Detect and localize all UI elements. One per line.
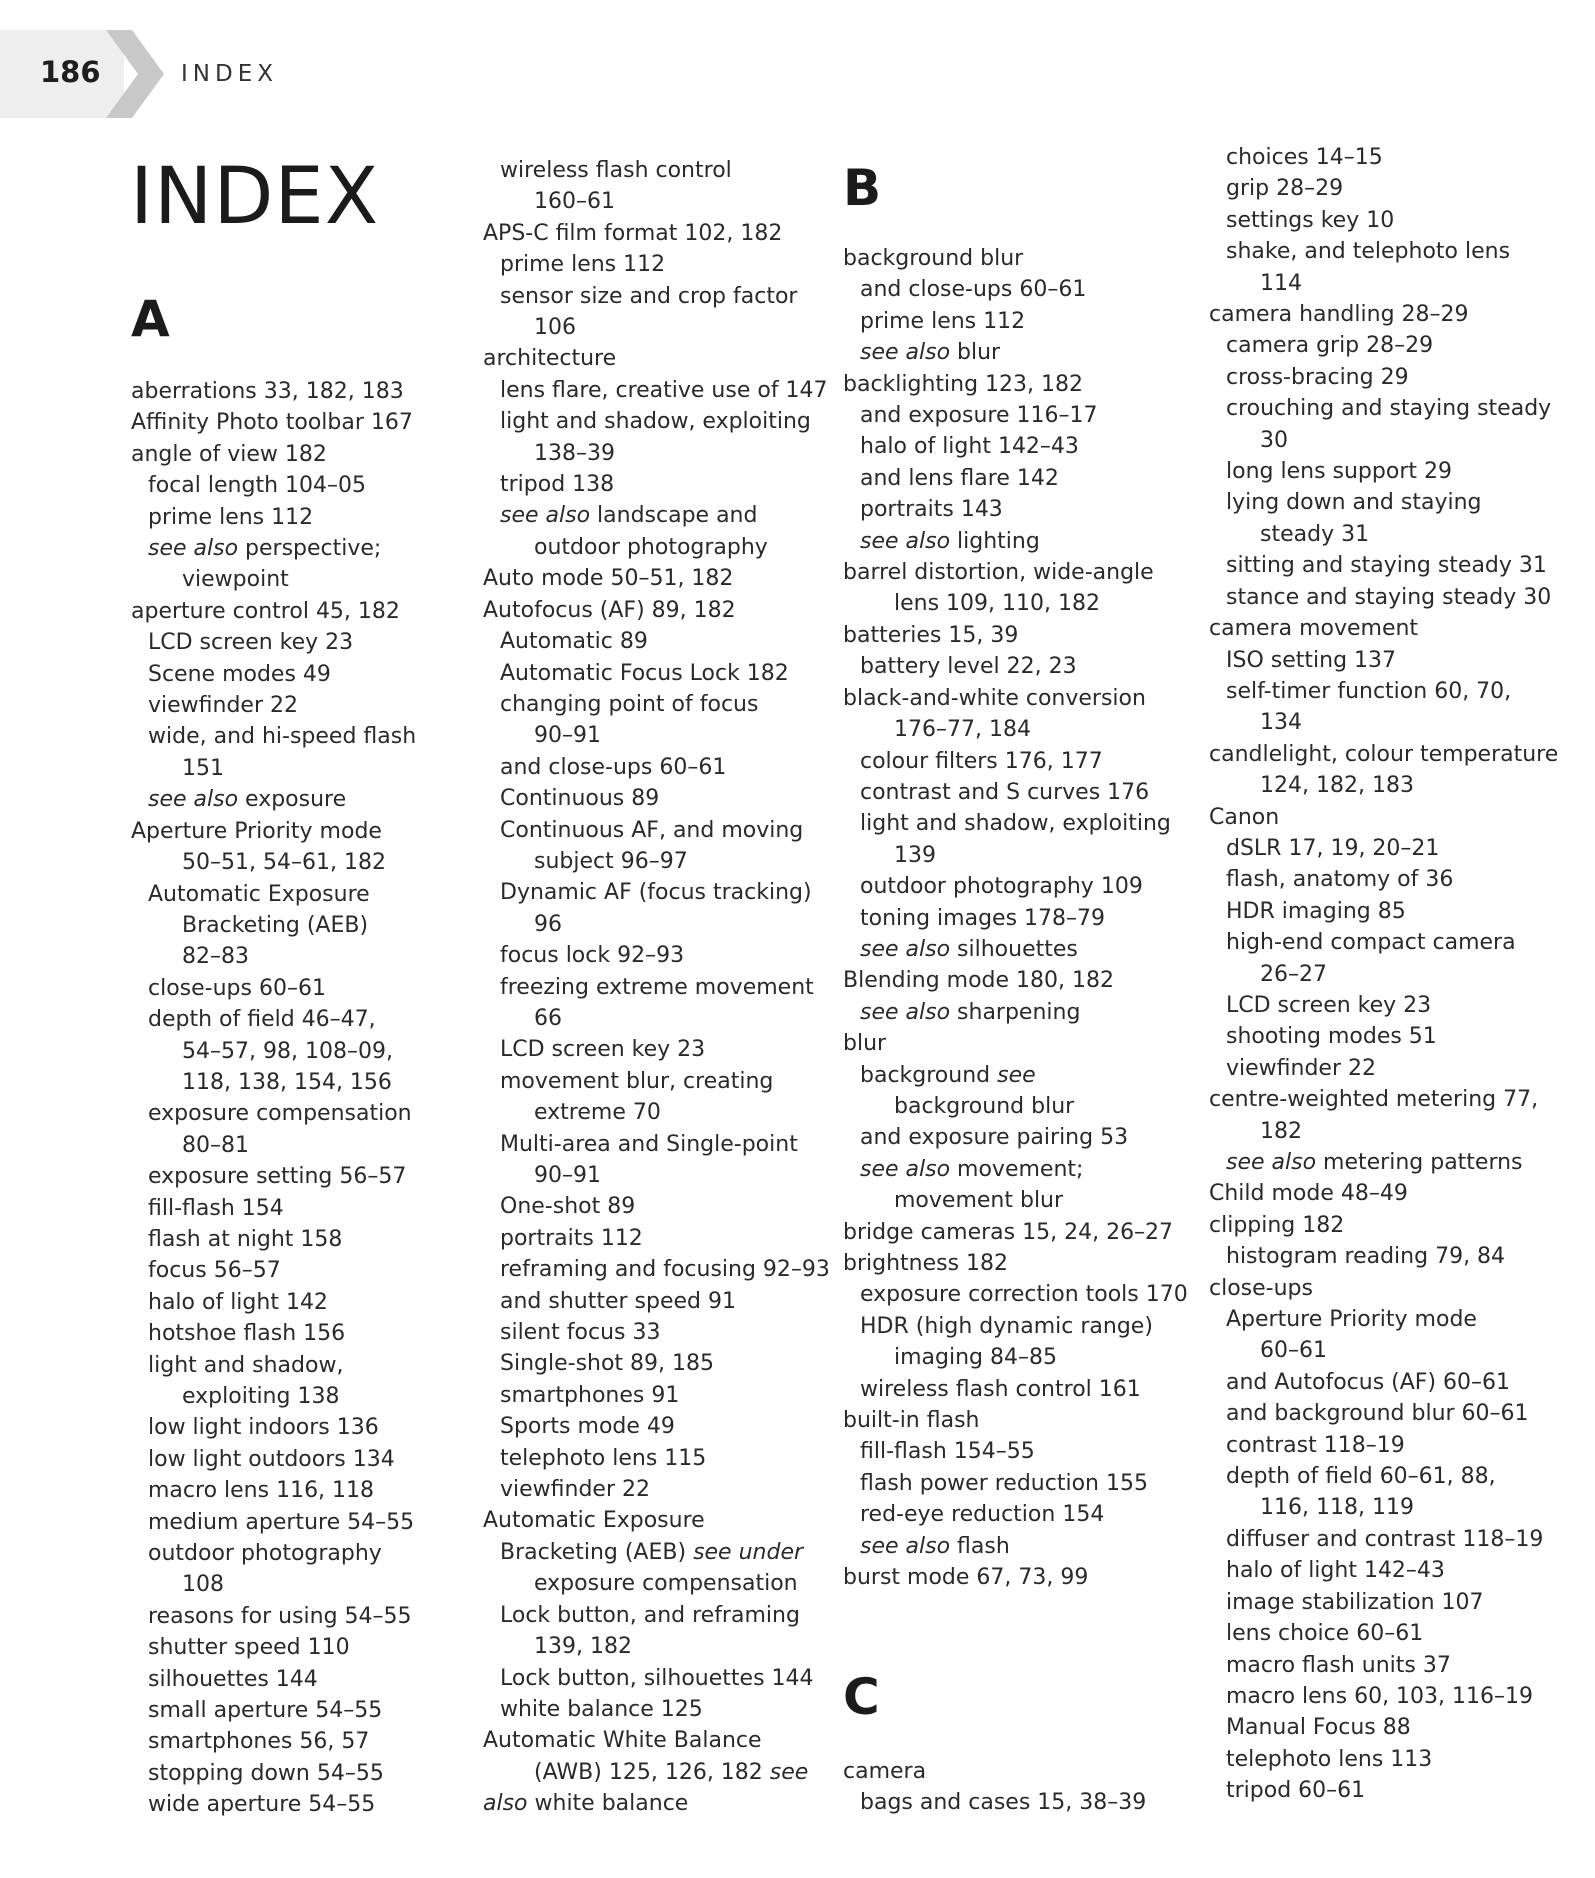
index-entry: Bracketing (AEB) see under [500,1539,804,1565]
index-entry: see also silhouettes [860,936,1078,962]
index-entry: Affinity Photo toolbar 167 [131,410,413,436]
index-entry: background blur [843,246,1024,271]
index-entry: 151 [182,755,224,781]
index-entry: smartphones 91 [500,1382,680,1408]
index-entry: wide, and hi-speed flash [148,724,417,750]
index-entry: LCD screen key 23 [1226,992,1432,1018]
index-entry: shutter speed 110 [148,1635,350,1661]
index-entry: 50–51, 54–61, 182 [182,850,386,876]
index-entry: macro lens 116, 118 [148,1478,375,1504]
index-entry: fill-flash 154 [148,1195,284,1221]
index-entry: lens choice 60–61 [1226,1621,1424,1647]
index-entry: Manual Focus 88 [1226,1715,1411,1741]
index-entry: and close-ups 60–61 [500,754,727,780]
index-entry: see also metering patterns [1226,1150,1523,1175]
index-entry: camera movement [1209,616,1419,642]
index-column-2 [483,155,830,1820]
index-entry: Automatic Exposure [148,881,370,907]
index-entry: subject 96–97 [534,848,688,874]
index-entry: image stabilization 107 [1226,1589,1484,1615]
index-entry: camera [843,1759,927,1784]
section-letter-c: C [843,1668,880,1726]
index-entry: Auto mode 50–51, 182 [483,566,734,592]
index-entry: and close-ups 60–61 [860,277,1087,303]
index-entry: focus lock 92–93 [500,943,685,969]
index-entry: Sports mode 49 [500,1414,675,1440]
index-entry: medium aperture 54–55 [148,1509,415,1535]
index-entry: macro lens 60, 103, 116–19 [1226,1683,1534,1709]
index-entry: colour filters 176, 177 [860,748,1103,774]
index-entry: Automatic Exposure [483,1508,705,1534]
index-entry: prime lens 112 [500,252,666,278]
index-entry: crouching and staying steady [1226,396,1552,422]
index-entry: viewpoint [182,567,289,593]
index-entry: hotshoe flash 156 [148,1321,346,1347]
index-entry: stance and staying steady 30 [1226,584,1552,610]
page-title: INDEX [130,152,380,242]
index-entry: low light outdoors 134 [148,1446,395,1472]
index-entry: ISO setting 137 [1226,647,1397,673]
index-entry: Blending mode 180, 182 [843,968,1115,994]
index-entry: 60–61 [1260,1338,1327,1364]
index-entry: Scene modes 49 [148,661,331,687]
index-entry: flash, anatomy of 36 [1226,867,1454,893]
index-entry: prime lens 112 [148,504,314,530]
index-column-3 [843,243,1193,1593]
index-entry: contrast and S curves 176 [860,779,1150,805]
index-entry: see also sharpening [860,999,1081,1025]
index-entry: burst mode 67, 73, 99 [843,1565,1089,1591]
index-entry: camera handling 28–29 [1209,302,1469,328]
index-entry: extreme 70 [534,1100,661,1126]
index-entry: Continuous 89 [500,786,660,812]
index-entry: shooting modes 51 [1226,1024,1437,1050]
index-entry: outdoor photography [534,534,768,560]
index-entry: camera grip 28–29 [1226,333,1434,359]
index-entry: Automatic Focus Lock 182 [500,660,789,686]
index-entry: and lens flare 142 [860,465,1059,491]
index-entry: 108 [182,1572,224,1598]
index-entry: exposure compensation [534,1571,798,1597]
index-entry: viewfinder 22 [1226,1055,1376,1081]
index-entry: aberrations 33, 182, 183 [131,379,404,404]
index-entry: wireless flash control 161 [860,1376,1141,1402]
index-entry: and shutter speed 91 [500,1288,737,1314]
section-letter-b: B [843,159,882,217]
index-entry: light and shadow, [148,1352,344,1378]
index-entry: see also flash [860,1533,1010,1559]
index-entry: exposure setting 56–57 [148,1164,407,1190]
index-entry: HDR (high dynamic range) [860,1313,1153,1339]
index-entry: 134 [1260,710,1302,736]
page-number: 186 [40,55,101,89]
index-entry: histogram reading 79, 84 [1226,1244,1506,1270]
index-entry: exposure correction tools 170 [860,1282,1188,1308]
index-entry: architecture [483,346,617,372]
index-entry: lens 109, 110, 182 [894,591,1100,617]
index-entry: LCD screen key 23 [148,630,354,656]
index-entry: telephoto lens 115 [500,1445,707,1471]
index-entry: Continuous AF, and moving [500,817,804,843]
index-entry: background see [860,1062,1036,1088]
index-entry: diffuser and contrast 118–19 [1226,1526,1544,1552]
index-entry: (AWB) 125, 126, 182 see [534,1759,809,1785]
index-entry: smartphones 56, 57 [148,1729,370,1755]
index-entry: built-in flash [843,1408,980,1434]
index-entry: lying down and staying [1226,490,1482,516]
index-entry: halo of light 142 [148,1289,328,1315]
index-entry: 182 [1260,1118,1302,1144]
index-entry: imaging 84–85 [894,1345,1057,1371]
index-entry: telephoto lens 113 [1226,1746,1433,1772]
index-entry: sensor size and crop factor [500,283,798,309]
index-entry: light and shadow, exploiting [860,811,1171,837]
index-entry: 176–77, 184 [894,717,1031,743]
index-entry: barrel distortion, wide-angle [843,560,1154,586]
index-entry: 30 [1260,427,1288,453]
index-entry: contrast 118–19 [1226,1432,1405,1458]
index-entry: high-end compact camera [1226,930,1516,956]
index-entry: Aperture Priority mode [1226,1307,1477,1333]
index-entry: 90–91 [534,723,601,749]
index-entry: changing point of focus [500,691,759,717]
index-entry: 96 [534,911,562,937]
index-entry: dSLR 17, 19, 20–21 [1226,835,1440,861]
index-entry: outdoor photography [148,1541,382,1567]
index-entry: lens flare, creative use of 147 [500,377,828,403]
index-entry: halo of light 142–43 [860,434,1079,460]
index-entry: red-eye reduction 154 [860,1502,1105,1528]
index-entry: 118, 138, 154, 156 [182,1069,392,1095]
index-entry: blur [843,1031,887,1057]
index-entry: clipping 182 [1209,1212,1345,1238]
index-entry: 139, 182 [534,1634,632,1660]
index-entry: see also movement; [860,1156,1084,1182]
index-entry: Bracketing (AEB) [182,912,369,938]
index-entry: viewfinder 22 [500,1477,650,1503]
index-entry: aperture control 45, 182 [131,598,400,624]
index-entry: depth of field 60–61, 88, [1226,1464,1496,1490]
index-entry: 80–81 [182,1132,249,1158]
index-entry: One-shot 89 [500,1194,636,1220]
index-entry: cross-bracing 29 [1226,364,1409,390]
index-entry: Automatic 89 [500,629,648,655]
index-entry: sitting and staying steady 31 [1226,553,1547,579]
index-entry: tripod 138 [500,472,615,498]
index-entry: halo of light 142–43 [1226,1558,1445,1584]
index-entry: 124, 182, 183 [1260,773,1414,799]
index-entry: bags and cases 15, 38–39 [860,1790,1147,1816]
index-entry: see also perspective; [148,536,382,562]
index-column-3-c-section [843,1756,1193,1819]
index-entry: candlelight, colour temperature [1209,741,1559,767]
index-entry: 114 [1260,270,1302,296]
index-entry: brightness 182 [843,1251,1009,1276]
index-entry: exploiting 138 [182,1384,340,1409]
index-entry: Dynamic AF (focus tracking) [500,880,812,906]
index-entry: Automatic White Balance [483,1728,762,1754]
index-entry: reframing and focusing 92–93 [500,1257,830,1283]
index-entry: bridge cameras 15, 24, 26–27 [843,1219,1174,1245]
index-entry: background blur [894,1093,1075,1119]
index-entry: small aperture 54–55 [148,1698,383,1724]
index-entry: macro flash units 37 [1226,1652,1451,1678]
index-entry: portraits 112 [500,1225,643,1251]
index-entry: white balance 125 [500,1696,703,1722]
index-entry: movement blur, creating [500,1068,774,1094]
index-entry: 90–91 [534,1163,601,1188]
index-entry: 106 [534,315,576,341]
index-entry: also white balance [483,1791,689,1817]
index-entry: Child mode 48–49 [1209,1181,1408,1207]
index-entry: Autofocus (AF) 89, 182 [483,597,736,623]
index-entry: movement blur [894,1188,1064,1214]
index-entry: wide aperture 54–55 [148,1792,376,1818]
index-column-4 [1209,142,1569,1807]
index-entry: tripod 60–61 [1226,1778,1366,1804]
index-entry: APS-C film format 102, 182 [483,220,783,246]
index-entry: see also exposure [148,787,347,813]
index-entry: and exposure 116–17 [860,403,1098,429]
index-entry: Lock button, silhouettes 144 [500,1665,814,1691]
index-entry: Aperture Priority mode [131,818,382,844]
section-letter-a: A [131,290,170,348]
index-entry: see also landscape and [500,503,758,529]
index-entry: choices 14–15 [1226,145,1383,170]
index-entry: black-and-white conversion [843,685,1146,711]
index-entry: 160–61 [534,189,615,215]
index-entry: close-ups [1209,1275,1313,1301]
index-entry: silent focus 33 [500,1320,661,1346]
index-entry: prime lens 112 [860,308,1026,334]
index-entry: grip 28–29 [1226,176,1344,202]
index-entry: viewfinder 22 [148,693,298,719]
index-entry: 54–57, 98, 108–09, [182,1038,393,1064]
index-entry: freezing extreme movement [500,974,814,1000]
index-entry: angle of view 182 [131,441,327,467]
index-entry: Lock button, and reframing [500,1602,800,1628]
index-entry: toning images 178–79 [860,905,1106,931]
index-entry: flash at night 158 [148,1226,343,1252]
index-entry: shake, and telephoto lens [1226,239,1511,265]
index-entry: focal length 104–05 [148,473,366,499]
index-entry: 139 [894,842,936,868]
index-entry: stopping down 54–55 [148,1760,384,1786]
running-head: INDEX [181,61,278,87]
index-entry: close-ups 60–61 [148,975,326,1001]
index-entry: wireless flash control [500,158,732,183]
index-entry: 26–27 [1260,961,1327,987]
index-entry: low light indoors 136 [148,1415,379,1441]
index-entry: 116, 118, 119 [1260,1495,1414,1521]
index-entry: Canon [1209,804,1280,830]
index-entry: 82–83 [182,944,249,970]
index-entry: HDR imaging 85 [1226,898,1406,924]
index-entry: steady 31 [1260,521,1370,547]
index-column-1 [131,376,431,1821]
index-entry: exposure compensation [148,1101,412,1127]
index-entry: 138–39 [534,440,615,466]
index-entry: backlighting 123, 182 [843,371,1084,397]
index-entry: fill-flash 154–55 [860,1439,1035,1465]
index-entry: Multi-area and Single-point [500,1131,798,1157]
index-entry: and exposure pairing 53 [860,1125,1129,1151]
index-entry: and Autofocus (AF) 60–61 [1226,1369,1511,1395]
index-entry: settings key 10 [1226,207,1395,233]
index-entry: see also blur [860,340,1001,366]
index-entry: LCD screen key 23 [500,1037,706,1063]
index-entry: battery level 22, 23 [860,654,1077,680]
index-entry: self-timer function 60, 70, [1226,678,1512,704]
index-entry: reasons for using 54–55 [148,1603,412,1629]
index-entry: batteries 15, 39 [843,622,1019,648]
index-entry: focus 56–57 [148,1258,281,1284]
index-entry: centre-weighted metering 77, [1209,1087,1539,1113]
index-entry: depth of field 46–47, [148,1007,376,1033]
index-entry: and background blur 60–61 [1226,1401,1529,1427]
index-entry: 66 [534,1005,562,1031]
index-entry: long lens support 29 [1226,459,1452,485]
index-entry: silhouettes 144 [148,1666,318,1692]
chevron-right-icon [106,30,164,118]
index-entry: light and shadow, exploiting [500,409,811,435]
index-entry: see also lighting [860,528,1040,554]
index-entry: portraits 143 [860,497,1003,523]
index-entry: outdoor photography 109 [860,874,1143,900]
index-entry: Single-shot 89, 185 [500,1351,715,1377]
index-entry: flash power reduction 155 [860,1470,1148,1496]
